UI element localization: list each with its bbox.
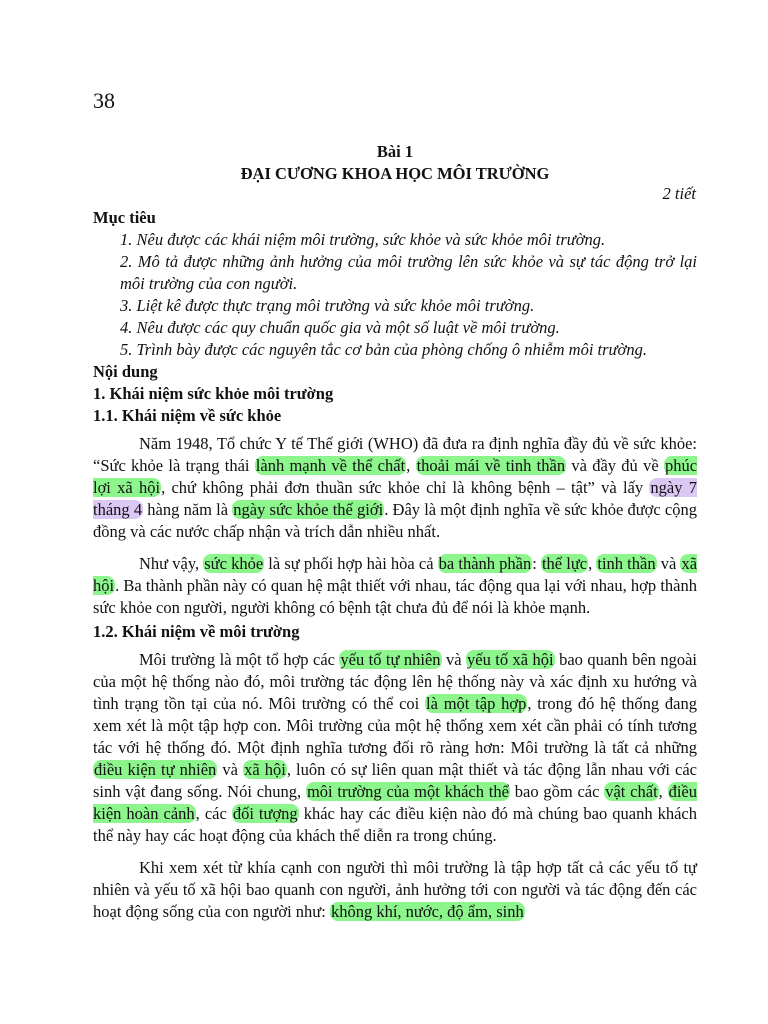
text-run: là sự phối hợp hài hòa cả xyxy=(264,554,438,573)
lesson-label: Bài 1 xyxy=(376,142,414,161)
text-run: , trong đó hệ thống đang xem xét là một tập hợp con. Môi trường của một hệ thống xem xét cần phải có tính tương tác với hệ thống đó. Một định nghĩa tương đối rõ ràng hơn: Môi trường là tất cả những xyxy=(93,694,698,757)
section-heading-1-1: 1.1. Khái niệm về sức khỏe xyxy=(93,406,282,425)
paragraph-environment-definition xyxy=(93,649,697,847)
highlight: môi trường của một khách thể xyxy=(306,782,509,801)
highlight: là một tập hợp xyxy=(426,694,527,713)
text-run: khác hay các điều kiện nào đó mà chúng bao quanh khách thể này hay các hoạt động của khách thể diễn ra trong chúng. xyxy=(93,804,697,845)
text-run: : xyxy=(532,554,541,573)
text-run: , xyxy=(658,782,668,801)
highlight: yếu tố tự nhiên xyxy=(340,650,441,669)
highlight: tinh thần xyxy=(597,554,656,573)
objective-item: 2. Mô tả được những ảnh hưởng của môi trường lên sức khỏe và sự tác động trở lại môi trường của con người. xyxy=(120,252,697,293)
text-run: . Đây là một định nghĩa về sức khỏe được cộng đồng và các nước chấp nhận và trích dẫn nhiều nhất. xyxy=(93,500,697,541)
section-heading-1: 1. Khái niệm sức khỏe môi trường xyxy=(93,384,334,403)
highlight: thể lực xyxy=(541,554,588,573)
text-run: , xyxy=(406,456,416,475)
highlight: thoải mái về tinh thần xyxy=(416,456,566,475)
paragraph-health-components xyxy=(93,553,697,619)
text-run: , các xyxy=(195,804,232,823)
objectives-block xyxy=(93,207,697,923)
highlight: ngày sức khỏe thế giới xyxy=(233,500,384,519)
highlight-purple: ngày 7 tháng 4 xyxy=(93,478,697,519)
text-run: , xyxy=(588,554,597,573)
highlight: vật chất xyxy=(605,782,658,801)
text-run: Như vậy, xyxy=(139,554,204,573)
highlight: xã hội xyxy=(244,760,286,779)
text-run: Năm 1948, Tổ chức Y tế Thế giới (WHO) đã đưa ra định nghĩa đầy đủ về sức khỏe: “Sức khỏe là trạng thái xyxy=(93,434,697,475)
text-run: Khi xem xét từ khía cạnh con người thì môi trường là tập hợp tất cả các yếu tố tự nhiên và yếu tố xã hội bao quanh con người, ảnh hưởng tới con người và tác động đến các hoạt động sống của con người như: xyxy=(93,858,697,921)
duration: 2 tiết xyxy=(662,184,696,203)
text-run: và xyxy=(441,650,467,669)
page-number: 38 xyxy=(93,88,115,113)
text-run: , luôn có sự liên quan mật thiết và tác động lẫn nhau với các sinh vật đang sống. Nói chung, xyxy=(93,760,697,801)
highlight: yếu tố xã hội xyxy=(467,650,554,669)
highlight: phúc lợi xã hội xyxy=(93,456,698,497)
objectives-heading: Mục tiêu xyxy=(93,208,156,227)
highlight: không khí, nước, độ ẩm, sinh xyxy=(330,902,524,921)
text-run: , chứ không phải đơn thuần sức khỏe chỉ là không bệnh – tật” và lấy xyxy=(161,478,650,497)
text-run: và xyxy=(656,554,681,573)
highlight: sức khỏe xyxy=(204,554,264,573)
text-run: hàng năm là xyxy=(143,500,233,519)
highlight: đối tượng xyxy=(232,804,298,823)
highlight: ba thành phần xyxy=(438,554,532,573)
highlight: điều kiện hoàn cảnh xyxy=(93,782,698,823)
objective-item: 1. Nêu được các khái niệm môi trường, sức khỏe và sức khỏe môi trường. xyxy=(120,230,606,249)
paragraph-human-environment xyxy=(93,857,697,923)
text-run: Môi trường là một tổ hợp các xyxy=(139,650,340,669)
text-run: bao gồm các xyxy=(509,782,605,801)
objective-item: 5. Trình bày được các nguyên tắc cơ bản của phòng chống ô nhiễm môi trường. xyxy=(120,340,647,359)
text-run: bao quanh bên ngoài của một hệ thống nào đó, môi trường tác động lên hệ thống này và xác định xu hướng và tình trạng tồn tại của nó. Môi trường có thể coi xyxy=(93,650,698,713)
text-run: . Ba thành phần này có quan hệ mật thiết với nhau, tác động qua lại với nhau, hợp thành sức khỏe con người, người không có bệnh tật chưa đủ để nói là khỏe mạnh. xyxy=(93,576,697,617)
page-title: ĐẠI CƯƠNG KHOA HỌC MÔI TRƯỜNG xyxy=(240,164,550,183)
highlight: xã hội xyxy=(93,554,698,595)
highlight: điều kiện tự nhiên xyxy=(94,760,217,779)
content-heading: Nội dung xyxy=(93,362,158,381)
text-run: và đầy đủ về xyxy=(566,456,664,475)
text-run: và xyxy=(217,760,244,779)
highlight: lành mạnh về thể chất xyxy=(255,456,406,475)
section-heading-1-2: 1.2. Khái niệm về môi trường xyxy=(93,622,300,641)
paragraph-health-definition xyxy=(93,433,697,543)
objective-item: 4. Nêu được các quy chuẩn quốc gia và một số luật về môi trường. xyxy=(120,318,560,337)
objective-item: 3. Liệt kê được thực trạng môi trường và sức khỏe môi trường. xyxy=(120,296,535,315)
